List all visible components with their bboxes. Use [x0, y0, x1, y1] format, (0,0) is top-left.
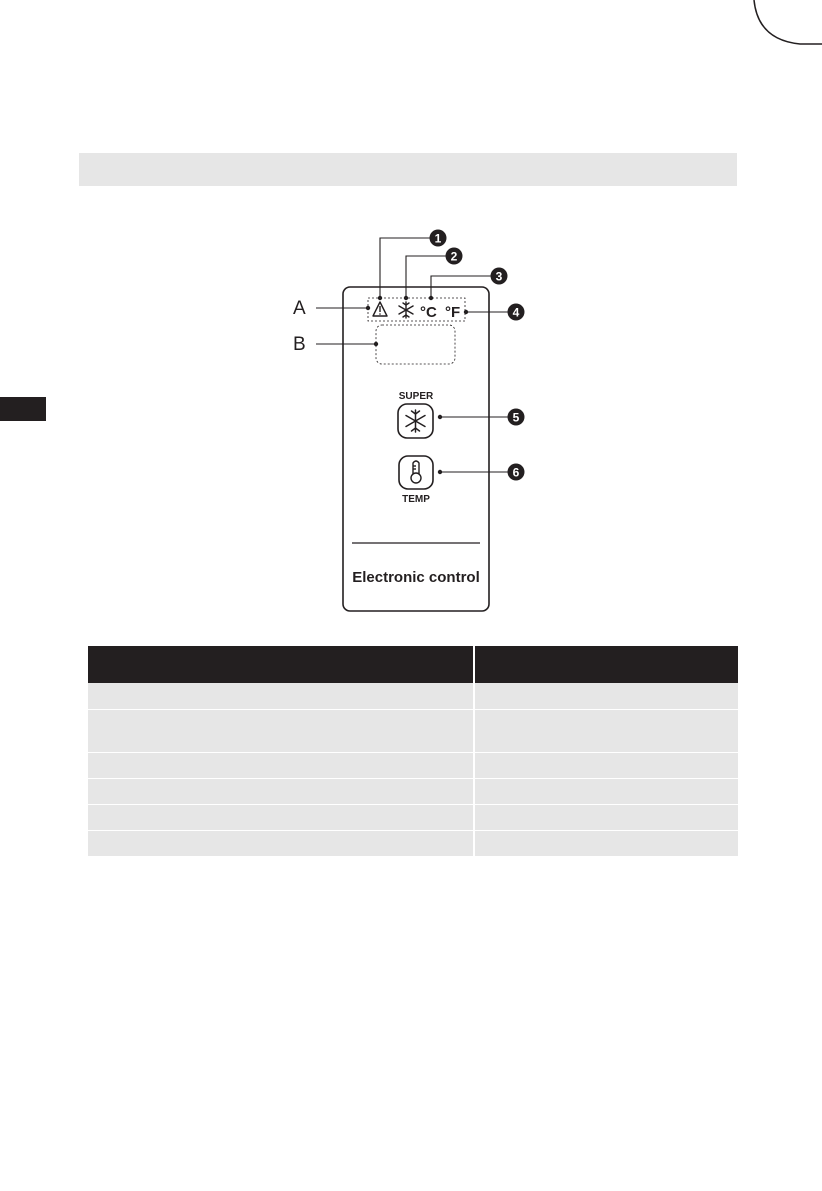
- snowflake-icon: [399, 302, 413, 318]
- control-panel-outline: [343, 287, 489, 611]
- warning-icon: [373, 302, 387, 316]
- callout-b: B: [293, 334, 306, 355]
- table-cell: [88, 804, 474, 830]
- table-row: [88, 709, 738, 752]
- super-button[interactable]: [398, 404, 433, 438]
- table-cell: [88, 752, 474, 778]
- callout-4: [508, 304, 525, 321]
- svg-text:2: 2: [450, 249, 458, 264]
- table-row: [88, 683, 738, 709]
- table-cell: [474, 683, 738, 709]
- table-header-cell: [88, 646, 474, 683]
- table-row: [88, 778, 738, 804]
- table-header-row: [88, 646, 738, 683]
- section-header-bar: [79, 153, 737, 186]
- table-cell: [88, 778, 474, 804]
- callout-1: [430, 230, 447, 247]
- panel-footer-label: Electronic control: [352, 569, 480, 586]
- callout-6: [508, 464, 525, 481]
- svg-text:4: 4: [512, 305, 520, 320]
- temperature-display: [376, 325, 455, 364]
- table-cell: [474, 778, 738, 804]
- table-row: [88, 804, 738, 830]
- callout-2: [446, 248, 463, 265]
- table-cell: [88, 709, 474, 752]
- leader-dots: [366, 296, 468, 474]
- svg-text:3: 3: [495, 269, 503, 284]
- svg-text:1: 1: [434, 231, 442, 246]
- fahrenheit-indicator: °F: [445, 304, 461, 321]
- callout-3: [491, 268, 508, 285]
- table-cell: [474, 804, 738, 830]
- temp-button[interactable]: [399, 456, 433, 489]
- chapter-side-tab: [0, 397, 46, 421]
- callout-5: [508, 409, 525, 426]
- super-label: SUPER: [398, 391, 434, 402]
- svg-text:6: 6: [512, 465, 520, 480]
- celsius-indicator: °C: [420, 304, 437, 321]
- callout-a: A: [293, 298, 306, 319]
- table-row: [88, 752, 738, 778]
- table-header-cell: [474, 646, 738, 683]
- table-cell: [474, 752, 738, 778]
- table-cell: [474, 709, 738, 752]
- temp-label: TEMP: [402, 494, 430, 505]
- control-panel-diagram: [280, 225, 540, 620]
- table-cell: [88, 830, 474, 856]
- page-corner-curve: [0, 0, 822, 60]
- table-row: [88, 830, 738, 856]
- table-cell: [88, 683, 474, 709]
- svg-text:5: 5: [512, 410, 520, 425]
- function-table: [88, 646, 738, 857]
- table-cell: [474, 830, 738, 856]
